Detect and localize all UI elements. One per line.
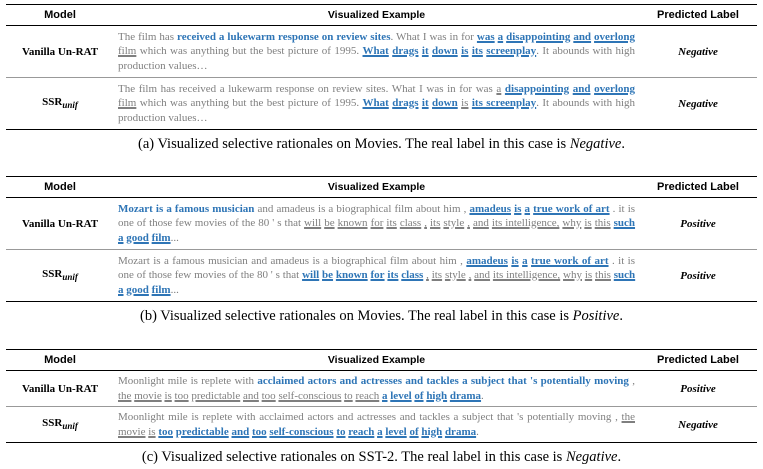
visualized-example [114, 407, 639, 443]
rationale-token: a [524, 202, 531, 215]
table-row [6, 371, 757, 407]
underlined-token: , [426, 269, 429, 282]
rationale-token: screenplay [486, 45, 537, 58]
text-span: . it is one of those few movies of the 80 ' s that [118, 254, 636, 282]
underlined-token: is [461, 97, 469, 110]
underlined-token: its [430, 217, 441, 230]
header-model: Model [6, 5, 114, 26]
rationale-token: Mozart is a famous musician [118, 202, 255, 215]
rationale-token: of [414, 389, 424, 402]
rationale-token: will [302, 269, 320, 282]
rationale-token: level [390, 389, 412, 402]
header-label: Predicted Label [639, 350, 757, 371]
text-span: . it is one of those few movies of the 80 ' s that [118, 202, 636, 230]
text-span: Moonlight mile is replete with [118, 375, 258, 387]
rationale-token: such [613, 269, 636, 282]
underlined-token: self-conscious [278, 389, 342, 402]
rationale-token: overlong [594, 30, 635, 43]
rationale-token: was [476, 30, 495, 43]
rationale-token: What [362, 45, 389, 58]
table-row [6, 26, 757, 78]
rationale-token: it [421, 97, 429, 110]
rationale-token: class [401, 269, 424, 282]
rationale-token: down [432, 97, 458, 110]
underlined-token: a [496, 82, 502, 95]
underlined-token: the [621, 411, 635, 423]
rationale-token: for [370, 269, 385, 282]
underlined-token: film [118, 97, 137, 110]
panel-c [6, 349, 757, 466]
rationale-token: such [613, 217, 636, 230]
panel-a [6, 4, 757, 153]
panel-b [6, 176, 757, 325]
predicted-label: Positive [639, 371, 757, 407]
rationale-token: amadeus [469, 202, 511, 215]
underlined-token: and [242, 389, 259, 402]
text-span: . It abounds with high production values… [118, 45, 636, 72]
rationale-token: and [572, 82, 591, 95]
underlined-token: movie [134, 389, 162, 402]
underlined-token: is [164, 389, 172, 402]
visualized-example [114, 250, 639, 302]
rationale-token: disappointing [504, 82, 570, 95]
underlined-token: film [118, 45, 137, 58]
caption-b: (b) Visualized selective rationales on Movies. The real label in this case is Positive. [139, 308, 623, 324]
rationale-token: level [385, 425, 407, 438]
rationale-token: good [126, 231, 149, 244]
header-label: Predicted Label [639, 177, 757, 198]
rationale-token: its [387, 269, 399, 282]
rationale-token: known [335, 269, 368, 282]
rationale-token: it [421, 45, 429, 58]
rationale-token: be [322, 269, 334, 282]
header-example: Visualized Example [114, 5, 639, 26]
underlined-token: is [148, 425, 156, 438]
underlined-token: known [337, 217, 368, 230]
underlined-token: why [563, 269, 582, 282]
rationale-token: true work of art [533, 202, 610, 215]
rationale-token: too [158, 425, 174, 438]
rationale-token: reach [348, 425, 375, 438]
rationale-token: drags [392, 45, 419, 58]
rationale-token: good [126, 283, 149, 296]
text-span: . What I was in for [390, 30, 477, 43]
rationale-token: received a lukewarm response on review sites [177, 30, 391, 43]
rationale-token: predictable [175, 425, 229, 438]
rationale-token: its screenplay [471, 97, 537, 110]
header-model: Model [6, 177, 114, 198]
underlined-token: the [118, 389, 132, 402]
underlined-token: movie [118, 425, 146, 438]
rationale-token: high [426, 389, 448, 402]
text-span: Moonlight mile is replete with acclaimed actors and actresses and tackles a subject that 's potentially moving , [118, 411, 622, 423]
caption-a: (a) Visualized selective rationales on Movies. The real label in this case is Negative. [137, 136, 625, 152]
rationale-token: a [382, 389, 388, 402]
header-label: Predicted Label [639, 5, 757, 26]
model-name: $SSR_{unif}$ [6, 250, 114, 302]
model-name: $SSR_{unif}$ [6, 78, 114, 130]
text-span: The film has received a lukewarm response on review sites. What I was in for was [118, 82, 497, 95]
visualized-example [114, 198, 639, 250]
underlined-token: its [431, 269, 443, 282]
rationale-token: a [118, 231, 124, 244]
underlined-token: will [304, 217, 322, 230]
rationale-token: high [421, 425, 443, 438]
rationale-token: amadeus [466, 254, 508, 267]
underlined-token: style [444, 269, 466, 282]
rationale-token: a [522, 254, 528, 267]
rationale-token: and [573, 30, 592, 43]
underlined-token: this [595, 269, 611, 282]
text-span: . [476, 425, 479, 438]
underlined-token: is [584, 269, 593, 282]
rationale-token: film [151, 283, 171, 296]
underlined-token: to [344, 389, 353, 402]
rationale-token: a [118, 283, 124, 296]
rationale-token: is [461, 45, 469, 58]
text-span: ... [170, 231, 179, 244]
text-span: , [628, 375, 635, 387]
underlined-token: and [474, 269, 491, 282]
underlined-token: , [467, 217, 470, 230]
rationale-token: drags [392, 97, 419, 110]
underlined-token: is [584, 217, 592, 230]
rationale-token: self-conscious [269, 425, 334, 438]
text-span: and amadeus is a biographical film about him , [254, 202, 470, 215]
caption-c: (c) Visualized selective rationales on SST-2. The real label in this case is Negative. [141, 449, 622, 465]
rationale-token: overlong [594, 82, 636, 95]
rationale-token: film [151, 231, 171, 244]
rationale-token: a [377, 425, 383, 438]
table-row [6, 198, 757, 250]
rationale-token: What [362, 97, 389, 110]
underlined-token: its intelligence, [491, 217, 560, 230]
rationale-token: disappointing [506, 30, 571, 43]
table-row [6, 407, 757, 443]
underlined-token: class [399, 217, 422, 230]
underlined-token: too [261, 389, 276, 402]
rationale-token: acclaimed actors and actresses and tackles a subject that 's potentially moving [257, 375, 629, 387]
underlined-token: , [468, 269, 472, 282]
rationale-token: is [511, 254, 519, 267]
header-model: Model [6, 350, 114, 371]
rationale-token: down [432, 45, 458, 58]
predicted-label: Negative [639, 407, 757, 443]
predicted-label: Negative [639, 78, 757, 130]
underlined-token: its intelligence, [492, 269, 561, 282]
rationale-token: and [231, 425, 250, 438]
visualized-example [114, 26, 639, 78]
underlined-token: , [424, 217, 427, 230]
rationale-token: of [409, 425, 419, 438]
model-name: Vanilla Un-RAT [6, 371, 114, 407]
text-span: The film has [118, 30, 178, 43]
rationale-token: too [251, 425, 267, 438]
rationale-table-a [6, 4, 757, 130]
text-span: . [481, 389, 484, 402]
underlined-token: for [370, 217, 384, 230]
rationale-table-c [6, 349, 757, 443]
underlined-token: this [594, 217, 611, 230]
underlined-token: style [443, 217, 465, 230]
rationale-token: its [471, 45, 483, 58]
rationale-token: drama [449, 389, 482, 402]
rationale-token: drama [444, 425, 477, 438]
table-row [6, 78, 757, 130]
underlined-token: its [386, 217, 397, 230]
underlined-token: why [562, 217, 582, 230]
model-name: $SSR_{unif}$ [6, 407, 114, 443]
predicted-label: Positive [639, 250, 757, 302]
underlined-token: reach [355, 389, 380, 402]
predicted-label: Negative [639, 26, 757, 78]
underlined-token: and [472, 217, 489, 230]
text-span: . It abounds with high production values… [118, 97, 636, 124]
text-span: which was anything but the best picture of 1995. [136, 45, 363, 58]
rationale-token: to [336, 425, 346, 438]
text-span: Mozart is a famous musician and amadeus is a biographical film about him , [118, 254, 467, 267]
visualized-example [114, 371, 639, 407]
rationale-table-b [6, 176, 757, 302]
underlined-token: too [174, 389, 189, 402]
text-span: which was anything but the best picture of 1995. [136, 97, 363, 110]
rationale-token: true work of art [531, 254, 609, 267]
underlined-token: predictable [191, 389, 241, 402]
table-row [6, 250, 757, 302]
visualized-example [114, 78, 639, 130]
underlined-token: be [324, 217, 335, 230]
rationale-token: a [497, 30, 504, 43]
text-span: ... [170, 283, 179, 296]
model-name: Vanilla Un-RAT [6, 26, 114, 78]
header-example: Visualized Example [114, 177, 639, 198]
predicted-label: Positive [639, 198, 757, 250]
model-name: Vanilla Un-RAT [6, 198, 114, 250]
header-example: Visualized Example [114, 350, 639, 371]
rationale-token: is [514, 202, 522, 215]
